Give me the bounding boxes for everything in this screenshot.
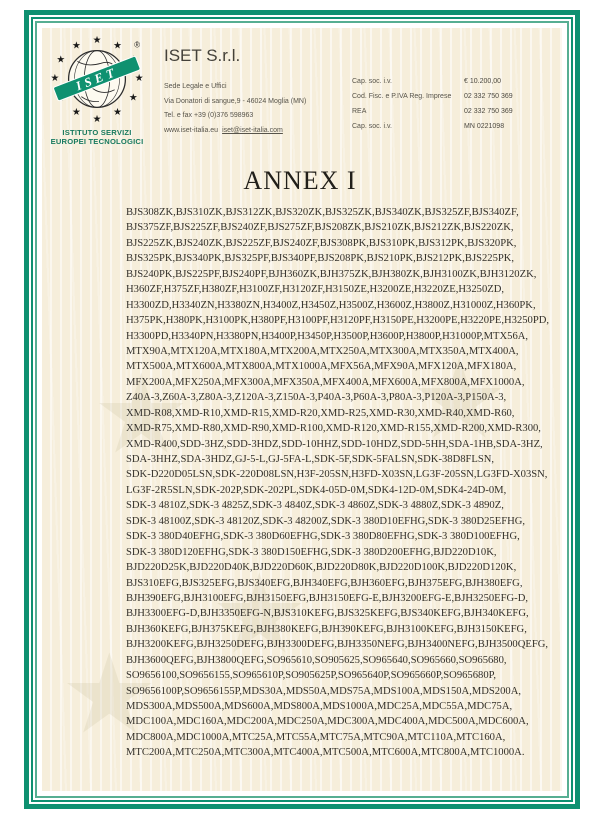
code-line: H360ZF,H375ZF,H380ZF,H3100ZF,H3120ZF,H3150ZE,H3200ZE,H3220ZE,H3250ZD, — [126, 284, 505, 296]
code-line: MDC100A,MDC160A,MDC200A,MDC250A,MDC300A,MDC400A,MDC500A,MDC600A, — [126, 716, 529, 728]
code-line: XMD-R08,XMD-R10,XMD-R15,XMD-R20,XMD-R25,XMD-R30,XMD-R40,XMD-R60, — [126, 407, 515, 419]
registry-row — [352, 119, 542, 134]
org-name: ISTITUTO SERVIZI EUROPEI TECNOLOGICI — [50, 128, 144, 146]
code-line: H375PK,H380PK,H3100PK,H380PF,H3100PF,H3120PF,H3150PE,H3200PE,H3220PE,H3250PD, — [126, 315, 550, 327]
registry-value: € 10.200,00 — [464, 78, 501, 85]
code-line: BJS375ZF,BJS225ZF,BJS240ZF,BJS275ZF,BJS208ZK,BJS210ZK,BJS212ZK,BJS220ZK, — [126, 222, 514, 234]
svg-text:★: ★ — [128, 92, 138, 104]
registry-row — [352, 74, 542, 89]
registry-row — [352, 89, 542, 104]
code-line: SO9656100,SO9656155,SO965610P,SO905625P,SO965640P,SO965660P,SO965680P, — [126, 670, 496, 682]
svg-text:★: ★ — [113, 107, 122, 119]
watermark-star: ★ — [210, 553, 309, 676]
code-line: BJD220D25K,BJD220D40K,BJD220D60K,BJD220D80K,BJD220D100K,BJD220D120K, — [126, 562, 517, 574]
watermark-star: ★ — [92, 353, 191, 476]
globe-stars-icon — [48, 32, 146, 126]
registry-label: Cap. soc. i.v. — [352, 78, 392, 85]
code-line: Z40A-3,Z60A-3,Z80A-3,Z120A-3,Z150A-3,P40A-3,P60A-3,P80A-3,P120A-3,P150A-3, — [126, 392, 507, 404]
code-line: H3300ZD,H3340ZN,H3380ZN,H3400Z,H3450Z,H3500Z,H3600Z,H3800Z,H31000Z,H360PK, — [126, 299, 536, 311]
iset-logo — [44, 32, 150, 146]
registered-mark: ® — [134, 40, 140, 50]
contact-line — [164, 124, 306, 139]
product-code-list — [126, 205, 550, 761]
code-line: BJS310EFG,BJS325EFG,BJS340EFG,BJH340EFG,BJH360EFG,BJH375EFG,BJH380EFG, — [126, 577, 523, 589]
company-name: ISET S.r.l. — [164, 46, 241, 65]
email-link[interactable]: iset@iset-italia.com — [222, 126, 283, 134]
svg-text:★: ★ — [92, 34, 102, 46]
registry-value: MN 0221098 — [464, 123, 505, 130]
svg-text:★: ★ — [50, 72, 60, 84]
registry-label: Cod. Fisc. e P.IVA Reg. Imprese — [352, 93, 452, 100]
code-line: SDK-3 48100Z,SDK-3 48120Z,SDK-3 48200Z,SDK-3 380D10EFHG,SDK-3 380D25EFHG, — [126, 515, 526, 527]
registry-value: 02 332 750 369 — [464, 93, 513, 100]
code-line: MDS300A,MDS500A,MDS600A,MDS800A,MDS1000A,MDC25A,MDC55A,MDC75A, — [126, 701, 513, 712]
registry-label: REA — [352, 108, 367, 115]
code-line: XMD-R400,SDD-3HZ,SDD-3HDZ,SDD-10HHZ,SDD-10HDZ,SDD-5HH,SDA-1HB,SDA-3HZ, — [126, 438, 543, 450]
code-line: BJS325PK,BJS340PK,BJS325PF,BJS340PF,BJS208PK,BJS210PK,BJS212PK,BJS225PK, — [126, 253, 515, 265]
code-line: MTX90A,MTX120A,MTX180A,MTX200A,MTX250A,MTX300A,MTX350A,MTX400A, — [126, 345, 519, 357]
code-line: BJH3600QEFG,BJH3800QEFG,SO965610,SO905625,SO965640,SO965660,SO965680, — [126, 654, 507, 666]
code-line: BJS240PK,BJS225PF,BJS240PF,BJH360ZK,BJH375ZK,BJH380ZK,BJH3100ZK,BJH3120ZK, — [126, 268, 537, 280]
address-block — [164, 80, 306, 138]
code-line: SDA-3HHZ,SDA-3HDZ,GJ-5-L,GJ-5FA-L,SDK-5F,SDK-5FALSN,SDK-38D8FLSN, — [126, 454, 495, 465]
code-line: SDK-3 380D40EFHG,SDK-3 380D60EFHG,SDK-3 380D80EFHG,SDK-3 380D100EFHG, — [126, 531, 520, 543]
code-line: SDK-D220D05LSN,SDK-220D08LSN,H3F-205SN,H3FD-X03SN,LG3F-205SN,LG3FD-X03SN, — [126, 469, 548, 481]
code-line: BJH360KEFG,BJH375KEFG,BJH380KEFG,BJH390KEFG,BJH3100KEFG,BJH3150KEFG, — [126, 623, 527, 635]
svg-text:★: ★ — [92, 114, 102, 126]
website-text: www.iset-italia.eu — [164, 126, 219, 134]
svg-text:★: ★ — [134, 72, 144, 84]
registry-label: Cap. soc. i.v. — [352, 123, 392, 130]
address-line: Tel. e fax +39 (0)376 598963 — [164, 112, 254, 120]
code-line: H3300PD,H3340PN,H3380PN,H3400P,H3450P,H3500P,H3600P,H3800P,H31000P,MTX56A, — [126, 330, 529, 342]
svg-text:★: ★ — [56, 54, 66, 66]
code-line: SDK-3 4810Z,SDK-3 4825Z,SDK-3 4840Z,SDK-3 4860Z,SDK-3 4880Z,SDK-3 4890Z, — [126, 500, 504, 512]
code-line: BJH3300EFG-D,BJH3350EFG-N,BJS310KEFG,BJS325KEFG,BJS340KEFG,BJH340KEFG, — [126, 608, 529, 620]
code-line: BJS225ZK,BJS240ZK,BJS225ZF,BJS240ZF,BJS308PK,BJS310PK,BJS312PK,BJS320PK, — [126, 237, 517, 249]
annex-title: ANNEX I — [243, 166, 357, 195]
svg-text:★: ★ — [72, 40, 81, 52]
code-line: SO9656100P,SO9656155P,MDS30A,MDS50A,MDS75A,MDS100A,MDS150A,MDS200A, — [126, 685, 521, 697]
address-line: Via Donatori di sangue,9 - 46024 Moglia (MN) — [164, 97, 307, 105]
address-line: Sede Legale e Uffici — [164, 83, 227, 90]
code-line: MFX200A,MFX250A,MFX300A,MFX350A,MFX400A,MFX600A,MFX800A,MFX1000A, — [126, 376, 525, 388]
code-line: XMD-R75,XMD-R80,XMD-R90,XMD-R100,XMD-R120,XMD-R155,XMD-R200,XMD-R300, — [126, 423, 541, 435]
code-line: MTX500A,MTX600A,MTX800A,MTX1000A,MFX56A,MFX90A,MFX120A,MFX180A, — [126, 361, 517, 373]
watermark-star: ★ — [410, 338, 509, 461]
code-line: BJH3200KEFG,BJH3250DEFG,BJH3300DEFG,BJH3350NEFG,BJH3400NEFG,BJH3500QEFG, — [126, 639, 549, 651]
code-line: MTC200A,MTC250A,MTC300A,MTC400A,MTC500A,MTC600A,MTC800A,MTC1000A. — [126, 747, 525, 759]
registry-row — [352, 104, 542, 119]
svg-text:★: ★ — [113, 40, 122, 52]
code-line: SDK-3 380D120EFHG,SDK-3 380D150EFHG,SDK-3 380D200EFHG,BJD220D10K, — [126, 546, 497, 558]
code-line: BJS308ZK,BJS310ZK,BJS312ZK,BJS320ZK,BJS325ZK,BJS340ZK,BJS325ZF,BJS340ZF, — [126, 207, 519, 218]
code-line: BJH390EFG,BJH3100EFG,BJH3150EFG,BJH3150EFG-E,BJH3200EFG-E,BJH3250EFG-D, — [126, 592, 529, 604]
svg-text:★: ★ — [72, 107, 81, 119]
code-line: MDC800A,MDC1000A,MTC25A,MTC55A,MTC75A,MTC90A,MTC110A,MTC160A, — [126, 731, 506, 743]
registry-table — [352, 74, 542, 134]
svg-text:ISET: ISET — [73, 64, 120, 94]
code-line: LG3F-2R5SLN,SDK-202P,SDK-202PL,SDK4-05D-0M,SDK4-12D-0M,SDK4-24D-0M, — [126, 484, 507, 496]
watermark-star: ★ — [60, 633, 159, 756]
registry-value: 02 332 750 369 — [464, 108, 513, 115]
